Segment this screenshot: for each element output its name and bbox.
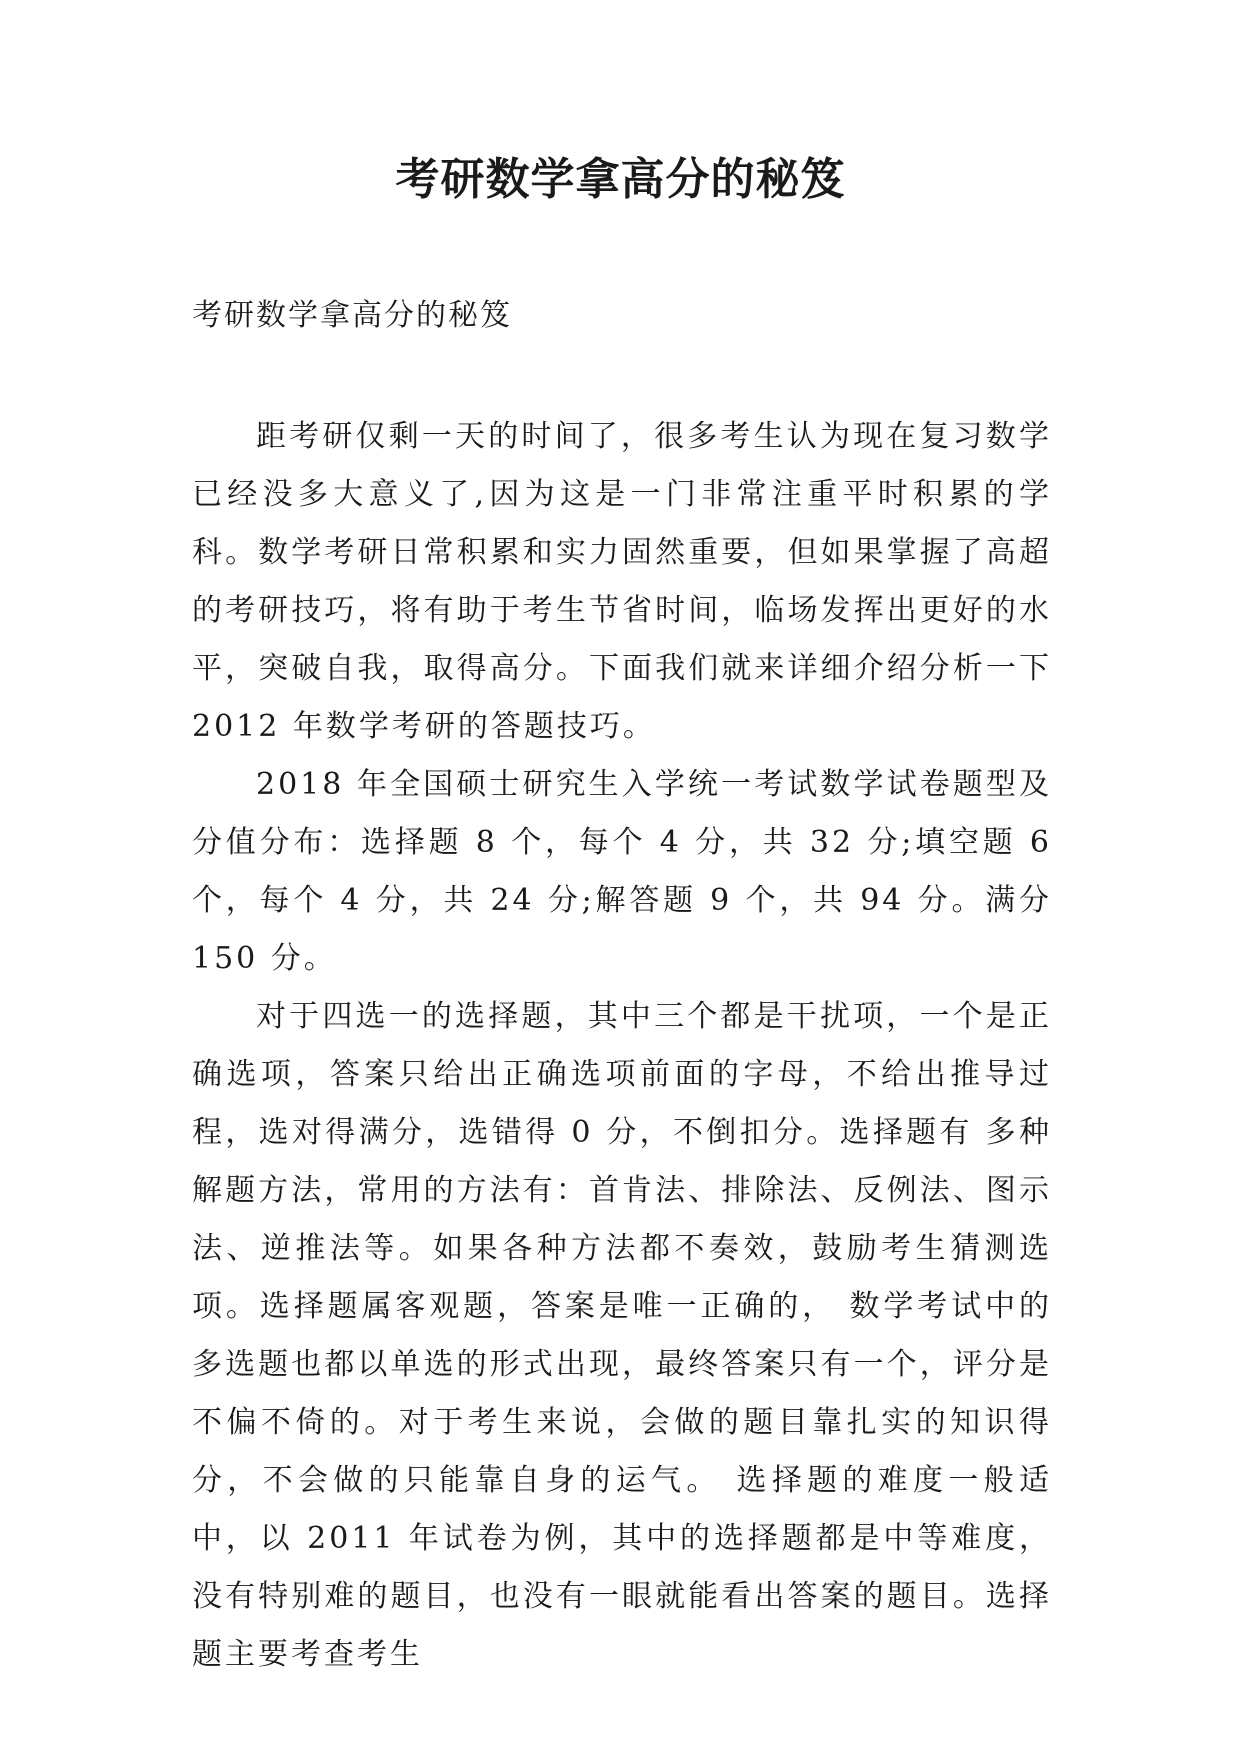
body-paragraph: 对于四选一的选择题，其中三个都是干扰项，一个是正确选项，答案只给出正确选项前面的字母，不给出推导过程，选对得满分，选错得 0 分，不倒扣分。选择题有 多种解题方法，常用的方法有：首肯法、排除法、反例法、图示法、逆推法等。如果各种方法都不奏效，鼓励考生猜测选项。选择题属客观题，答案是唯一正确的， 数学考试中的多选题也都以单选的形式出现，最终答案只有一个，评分是不偏不倚的。对于考生来说，会做的题目靠扎实的知识得分，不会做的只能靠自身的运气。 选择题的难度一般适中，以 2011 年试卷为例，其中的选择题都是中等难度，没有特别难的题目，也没有一眼就能看出答案的题目。选择题主要考查考生 [192,999,1052,1672]
body-paragraph: 2018 年全国硕士研究生入学统一考试数学试卷题型及分值分布：选择题 8 个，每个 4 分，共 32 分;填空题 6 个，每个 4 分，共 24 分;解答题 9 个，共 94 分。满分 150 分。 [192,767,1052,976]
body-paragraph: 距考研仅剩一天的时间了，很多考生认为现在复习数学已经没多大意义了,因为这是一门非常注重平时积累的学科。数学考研日常积累和实力固然重要，但如果掌握了高超的考研技巧，将有助于考生节省时间，临场发挥出更好的水平，突破自我，取得高分。下面我们就来详细介绍分析一下 2012 年数学考研的答题技巧。 [192,419,1052,744]
document-title: 考研数学拿高分的秘笈 [395,154,846,205]
document-subtitle: 考研数学拿高分的秘笈 [192,298,512,333]
document-body [192,408,1052,1684]
